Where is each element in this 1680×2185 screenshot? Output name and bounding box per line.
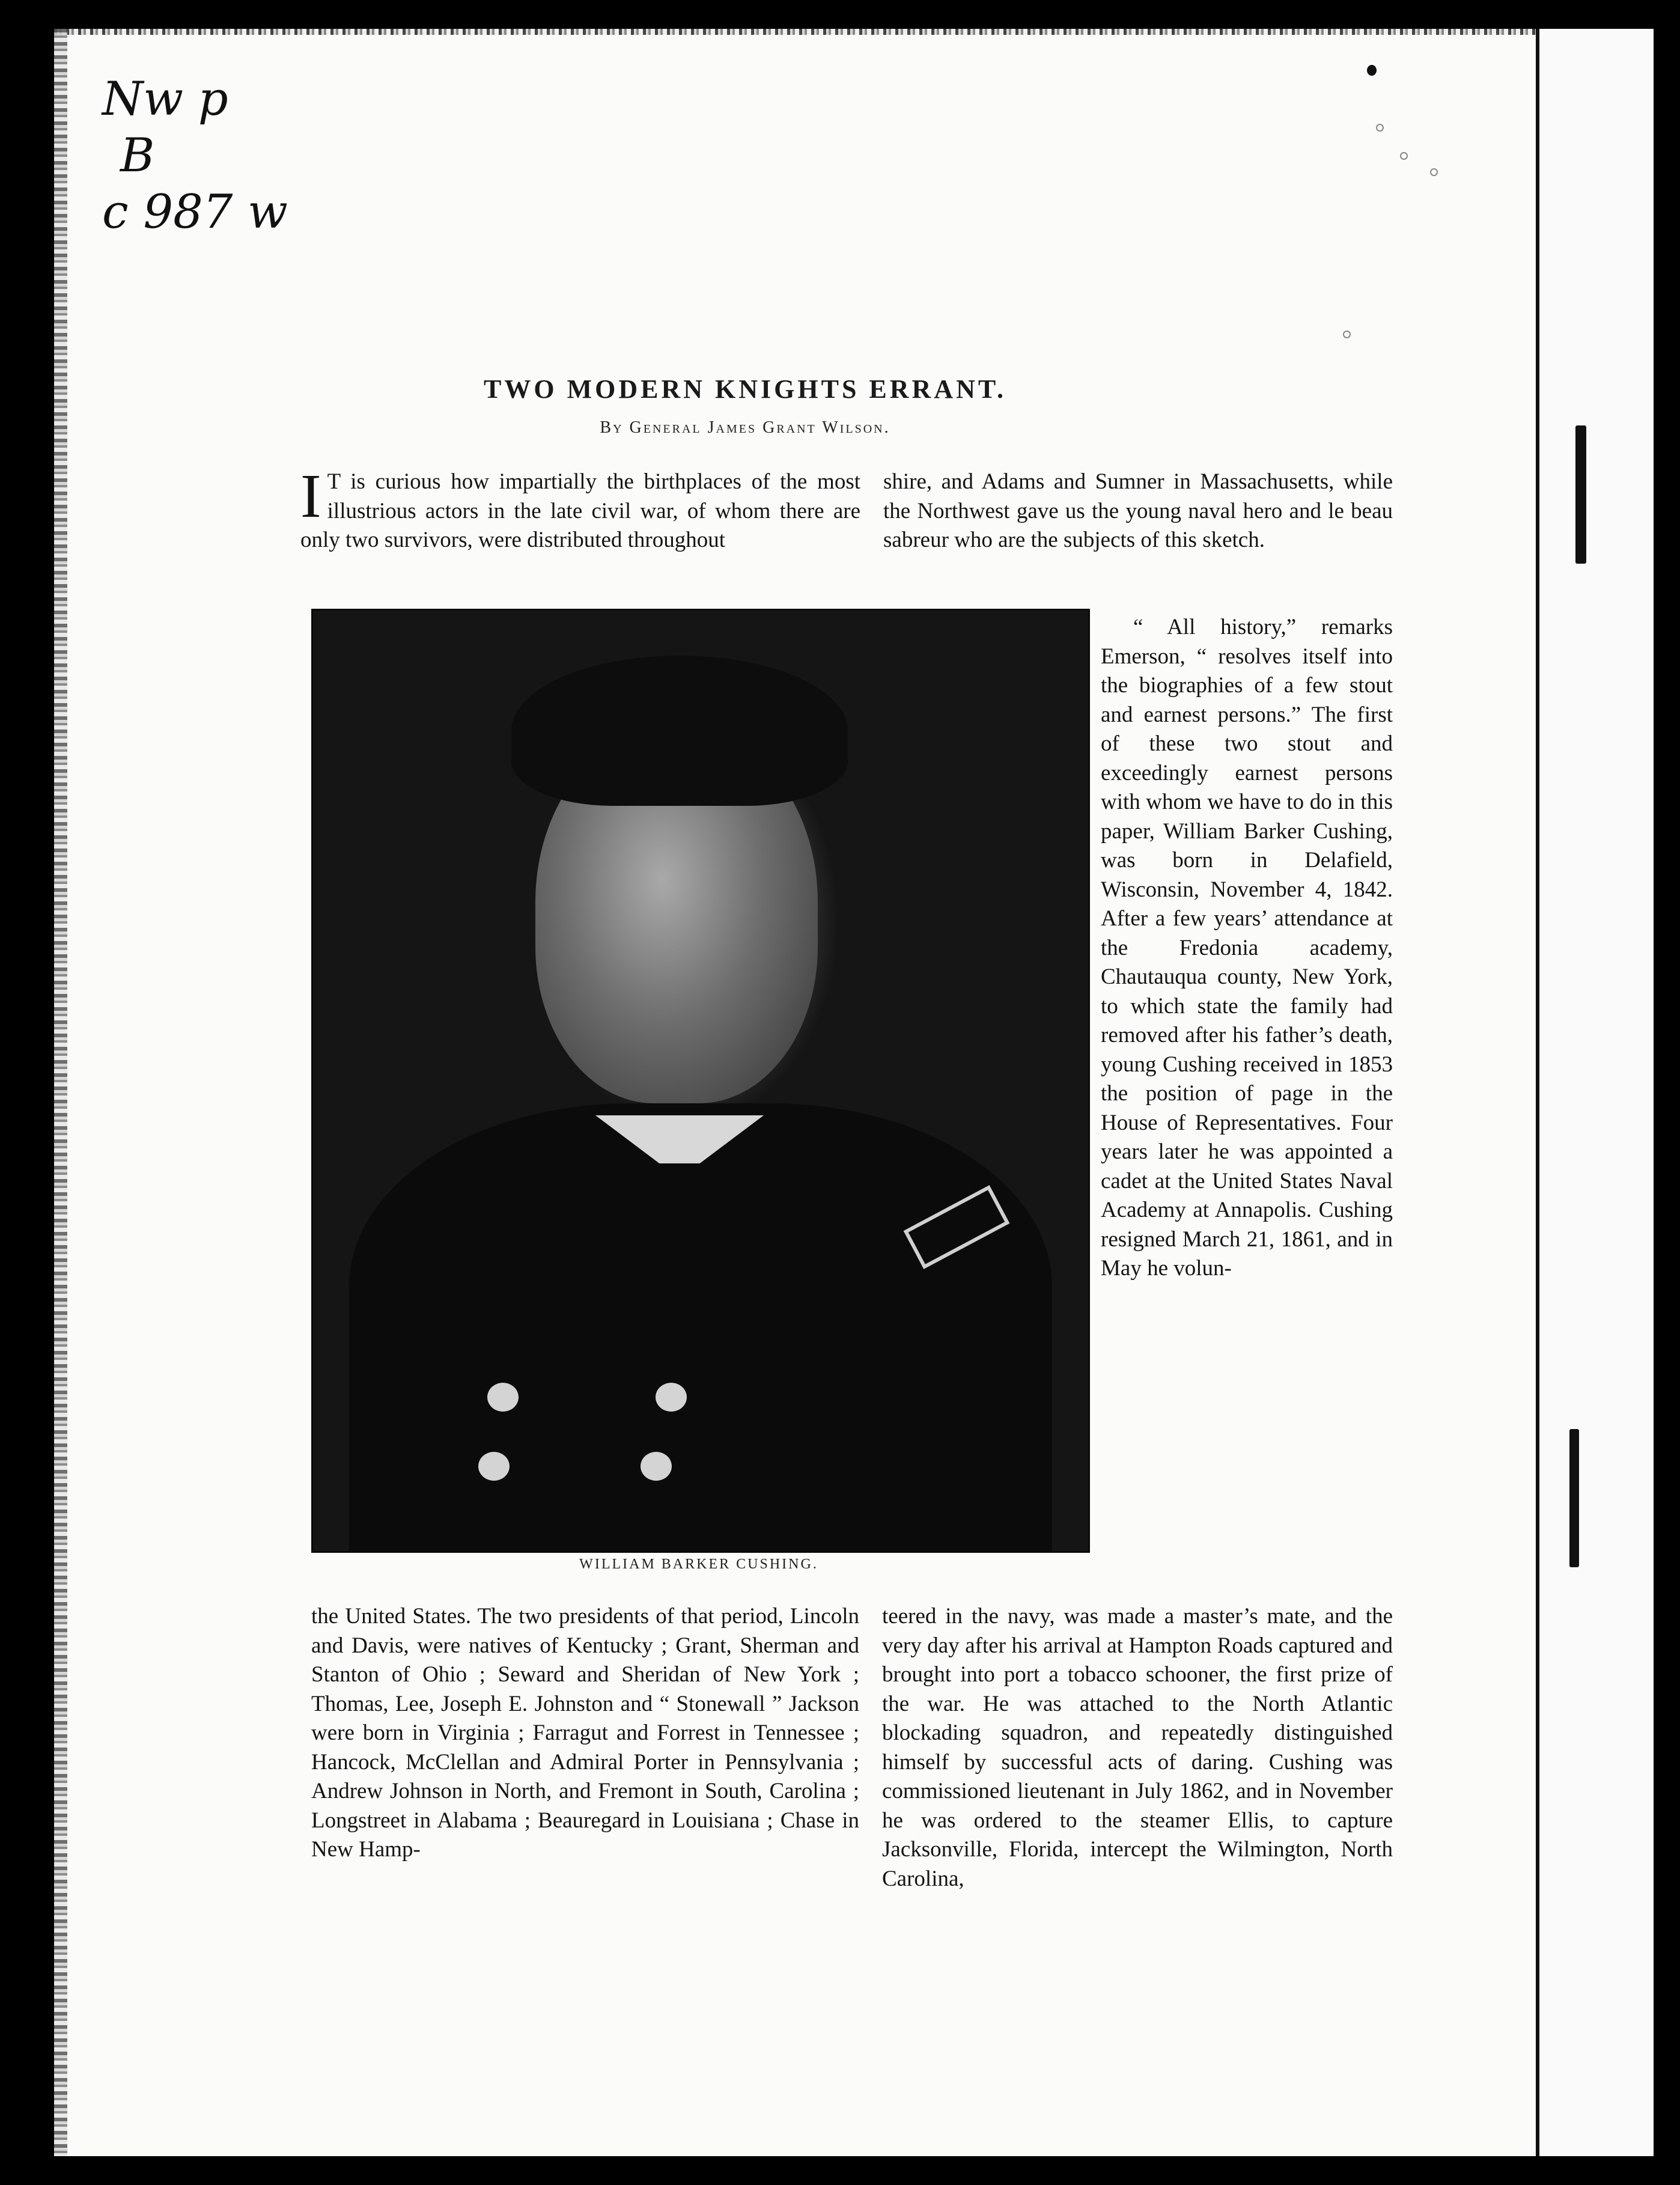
scan-edge-top (54, 29, 1654, 35)
intro-left-text: T is curious how impartially the birthplaces of the most illustrious actors in the late civil war, of whom there are only two survivors, were distributed throughout (300, 469, 860, 552)
ink-blot (1367, 65, 1377, 76)
handwritten-line: Nw p (102, 72, 228, 126)
scan-edge-left (54, 29, 67, 2156)
coat-button (641, 1452, 672, 1481)
article-byline: By General James Grant Wilson. (600, 418, 890, 437)
portrait-photo (311, 609, 1090, 1553)
ink-mark (1569, 1429, 1579, 1567)
coat-button (478, 1452, 510, 1481)
speck-mark (1376, 124, 1384, 132)
coat-button (487, 1383, 519, 1412)
speck-mark (1343, 331, 1351, 338)
drop-cap: I (300, 462, 321, 531)
uniform-coat (349, 1103, 1052, 1553)
intro-paragraph-right: shire, and Adams and Sumner in Massachusetts, while the Northwest gave us the young naval hero and le beau sabreur who are the subjects of this sketch. (883, 469, 1393, 552)
article-title: TWO MODERN KNIGHTS ERRANT. (484, 374, 1006, 404)
intro-paragraph-left (300, 462, 860, 555)
speck-mark (1430, 168, 1438, 176)
handwritten-call-number (102, 71, 288, 240)
bottom-right-paragraph: teered in the navy, was made a master’s mate, and the very day after his arrival at Hampton Roads captured and brought into port a tobacco schooner, the first prize of the war. He was attached to the North Atlantic blockading squadron, and repeatedly distinguished himself by successful acts of daring. Cushing was commissioned lieutenant in July 1862, and in November he was ordered to the steamer Ellis, to capture Jacksonville, Florida, intercept the Wilmington, North Carolina, (882, 1604, 1393, 1891)
coat-button (656, 1383, 687, 1412)
portrait-caption: WILLIAM BARKER CUSHING. (579, 1556, 818, 1572)
portrait-hair (511, 656, 848, 806)
side-column-paragraph: “ All history,” remarks Emerson, “ resolves itself into the biographies of a few stout and earnest persons.” The first of these two stout and exceedingly earnest persons with whom we have to do in this paper, William Barker Cushing, was born in Delafield, Wisconsin, November 4, 1842. After a few years’ attendance at the Fredonia academy, Chautauqua county, New York, to which state the family had removed after his father’s death, young Cushing received in 1853 the position of page in the House of Representatives. Four years later he was appointed a cadet at the United States Naval Academy at Annapolis. Cushing resigned March 21, 1861, and in May he volun- (1101, 615, 1393, 1281)
handwritten-line: c 987 w (102, 185, 288, 239)
handwritten-line: B (120, 129, 155, 183)
adjacent-page-edge (1536, 29, 1654, 2156)
bottom-left-paragraph: the United States. The two presidents of that period, Lincoln and Davis, were natives of Kentucky ; Grant, Sherman and Stanton of Ohio ; Seward and Sheridan of New York ; Thomas, Lee, Joseph E. Johnston and “ Stonewall ” Jackson were born in Virginia ; Farragut and Forrest in Tennessee ; Hancock, McClellan and Admiral Porter in Pennsylvania ; Andrew Johnson in North, and Fremont in South, Carolina ; Longstreet in Alabama ; Beauregard in Louisiana ; Chase in New Hamp- (311, 1604, 859, 1862)
scanned-page (54, 29, 1654, 2156)
speck-mark (1400, 152, 1408, 160)
ink-mark (1575, 425, 1586, 564)
